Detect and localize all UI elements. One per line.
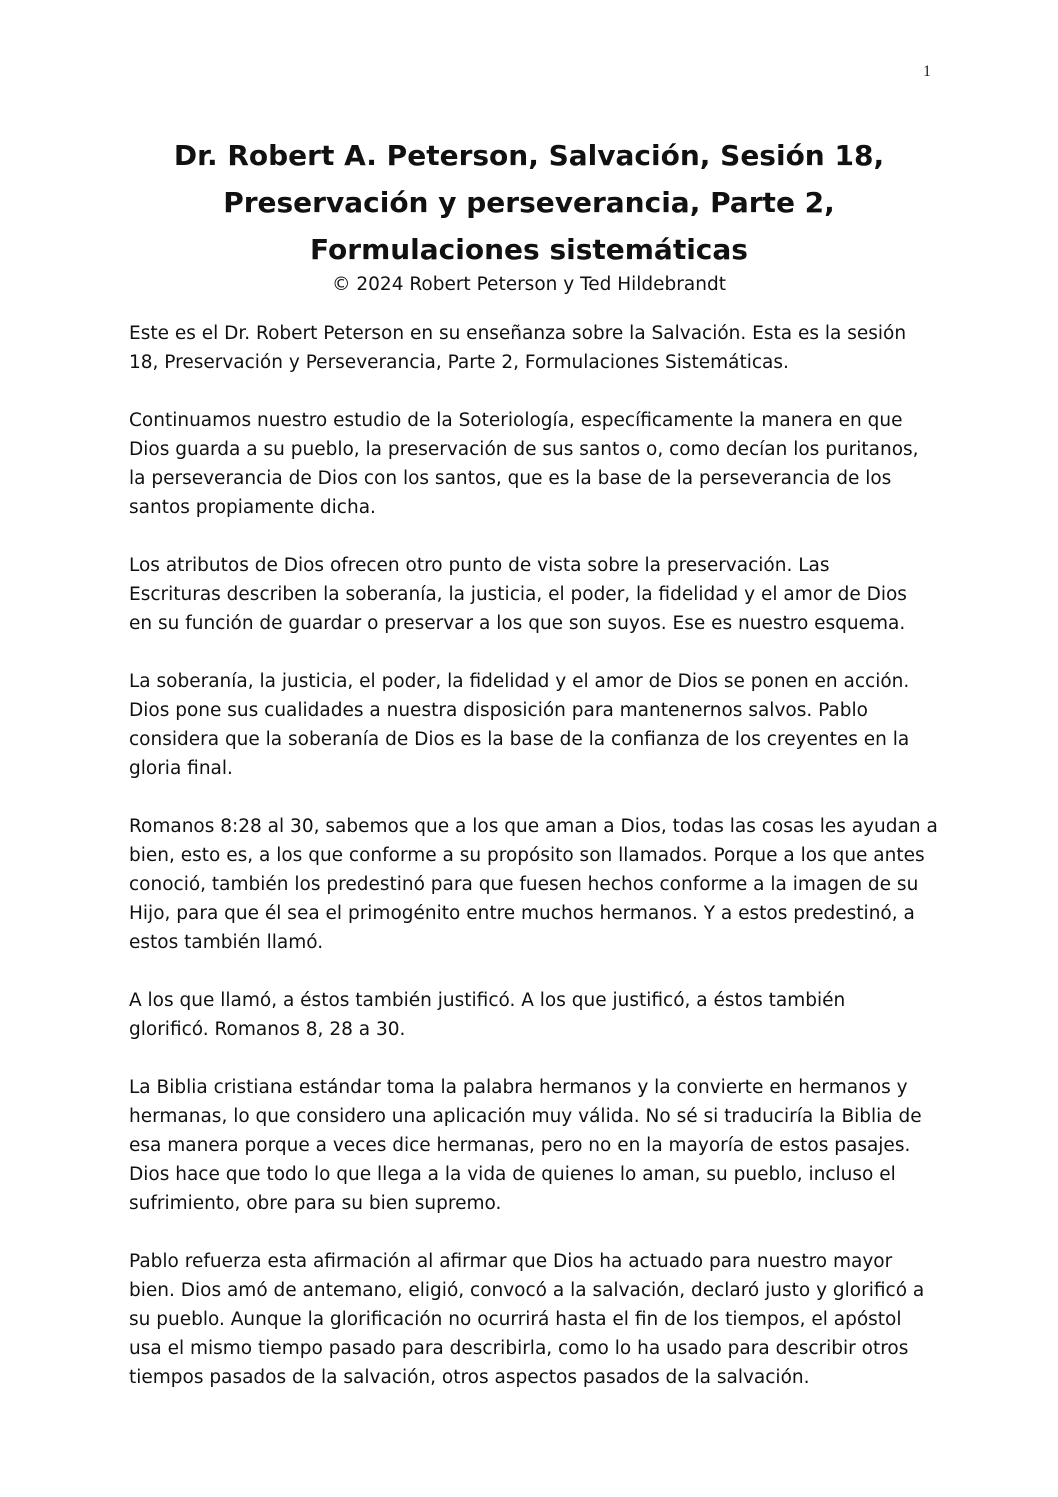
text-line: su pueblo. Aunque la glorificación no ocurrirá hasta el fin de los tiempos, el apóstol	[129, 1309, 902, 1330]
text-line: santos propiamente dicha.	[129, 497, 376, 518]
paragraph-3	[129, 551, 949, 638]
text-line: conoció, también los predestinó para que fuesen hechos conforme a la imagen de su	[129, 874, 919, 895]
paragraph-4	[129, 667, 949, 783]
text-line: 18, Preservación y Perseverancia, Parte 2, Formulaciones Sistemáticas.	[129, 352, 789, 373]
text-line: Hijo, para que él sea el primogénito entre muchos hermanos. Y a estos predestinó, a	[129, 903, 915, 924]
text-line: tiempos pasados de la salvación, otros aspectos pasados de la salvación.	[129, 1367, 810, 1388]
text-line: Dios pone sus cualidades a nuestra disposición para mantenernos salvos. Pablo	[129, 700, 868, 721]
page-number: 1	[923, 63, 931, 80]
text-line: gloria final.	[129, 758, 233, 779]
paragraph-6	[129, 986, 949, 1044]
text-line: Continuamos nuestro estudio de la Soteriología, específicamente la manera en que	[129, 410, 903, 431]
paragraph-5	[129, 812, 949, 957]
text-line: estos también llamó.	[129, 932, 324, 953]
title-line: Formulaciones sistemáticas	[310, 233, 748, 266]
paragraph-2	[129, 406, 949, 522]
text-line: usa el mismo tiempo pasado para describirla, como lo ha usado para describir otros	[129, 1338, 909, 1359]
paragraph-8	[129, 1247, 949, 1392]
paragraph-7	[129, 1073, 949, 1218]
text-line: esa manera porque a veces dice hermanas, pero no en la mayoría de estos pasajes.	[129, 1135, 911, 1156]
text-line: en su función de guardar o preservar a los que son suyos. Ese es nuestro esquema.	[129, 613, 906, 634]
document-title	[100, 132, 958, 273]
paragraph-1	[129, 319, 949, 377]
text-line: Pablo refuerza esta afirmación al afirmar que Dios ha actuado para nuestro mayor	[129, 1251, 893, 1272]
text-line: La soberanía, la justicia, el poder, la fidelidad y el amor de Dios se ponen en acción.	[129, 671, 910, 692]
text-line: glorificó. Romanos 8, 28 a 30.	[129, 1019, 406, 1040]
title-line: Preservación y perseverancia, Parte 2,	[223, 186, 835, 219]
text-line: Dios hace que todo lo que llega a la vida de quienes lo aman, su pueblo, incluso el	[129, 1164, 896, 1185]
text-line: considera que la soberanía de Dios es la base de la confianza de los creyentes en la	[129, 729, 910, 750]
copyright-notice: © 2024 Robert Peterson y Ted Hildebrandt	[332, 274, 726, 295]
text-line: bien, esto es, a los que conforme a su propósito son llamados. Porque a los que antes	[129, 845, 925, 866]
text-line: Escrituras describen la soberanía, la justicia, el poder, la fidelidad y el amor de Dios	[129, 584, 907, 605]
document-body	[129, 319, 949, 1421]
text-line: bien. Dios amó de antemano, eligió, convocó a la salvación, declaró justo y glorificó a	[129, 1280, 925, 1301]
text-line: la perseverancia de Dios con los santos, que es la base de la perseverancia de los	[129, 468, 892, 489]
title-line: Dr. Robert A. Peterson, Salvación, Sesión 18,	[173, 139, 885, 172]
text-line: sufrimiento, obre para su bien supremo.	[129, 1193, 502, 1214]
text-line: La Biblia cristiana estándar toma la palabra hermanos y la convierte en hermanos y	[129, 1077, 908, 1098]
text-line: hermanas, lo que considero una aplicación muy válida. No sé si traduciría la Biblia de	[129, 1106, 922, 1127]
text-line: Este es el Dr. Robert Peterson en su enseñanza sobre la Salvación. Esta es la sesión	[129, 323, 907, 344]
text-line: Los atributos de Dios ofrecen otro punto de vista sobre la preservación. Las	[129, 555, 830, 576]
text-line: Romanos 8:28 al 30, sabemos que a los que aman a Dios, todas las cosas les ayudan a	[129, 816, 938, 837]
text-line: A los que llamó, a éstos también justificó. A los que justificó, a éstos también	[129, 990, 846, 1011]
title-block	[100, 132, 958, 297]
text-line: Dios guarda a su pueblo, la preservación de sus santos o, como decían los puritanos,	[129, 439, 919, 460]
